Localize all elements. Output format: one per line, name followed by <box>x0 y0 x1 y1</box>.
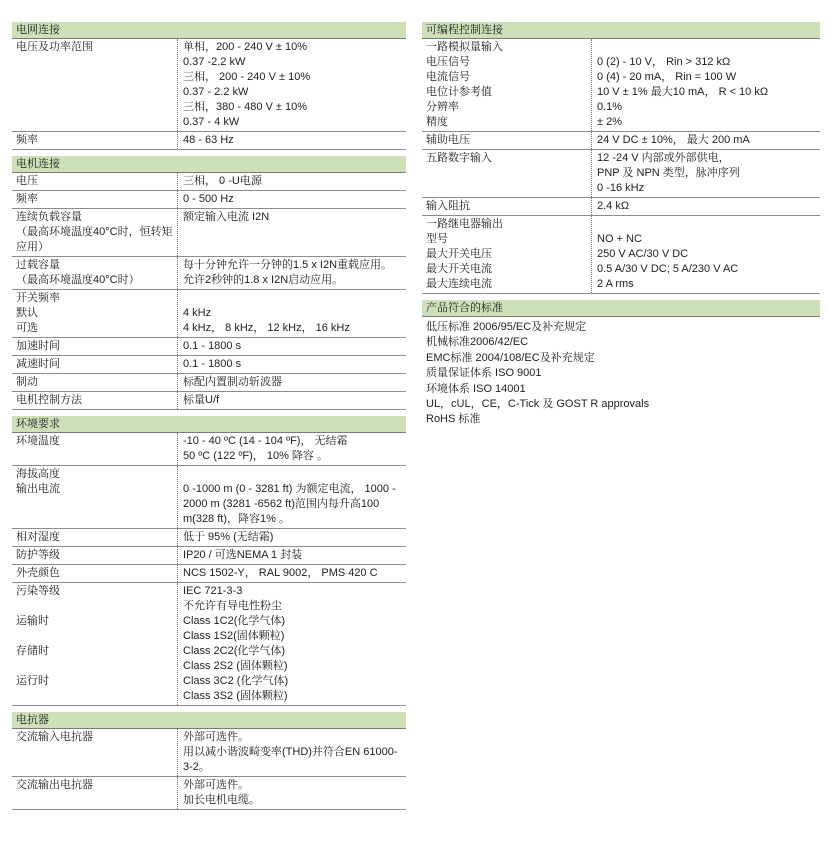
spec-label-line: 输入阻抗 <box>426 200 470 212</box>
spec-label-line: 电机控制方法 <box>16 394 82 406</box>
spec-label-line: 制动 <box>16 376 38 388</box>
spec-label-line: 存储时 <box>16 645 49 657</box>
spec-value-line: 三相， 0 -U电源 <box>183 175 262 187</box>
spec-label-line: 输出电流 <box>16 483 60 495</box>
spec-value-line: 三相，380 - 480 V ± 10% <box>183 101 308 113</box>
spec-value <box>178 729 406 776</box>
spec-value-line: 用以减小谐波畸变率(THD)并符合EN 61000-3-2。 <box>183 746 398 773</box>
spec-value-line: 0.1% <box>597 101 623 113</box>
spec-label <box>12 173 178 190</box>
spec-value-line: 4 kHz <box>183 307 212 319</box>
spec-value-line: 三相， 200 - 240 V ± 10% <box>183 71 311 83</box>
spec-value-line: 每十分钟允许一分钟的1.5 x I2N重载应用。 <box>183 259 393 271</box>
spec-label-line: 运输时 <box>16 615 49 627</box>
spec-label <box>12 338 178 355</box>
spec-value-line: IEC 721-3-3 <box>183 585 243 597</box>
spec-value-line <box>183 291 402 306</box>
compliance-section <box>422 300 820 431</box>
section-header: 电抗器 <box>12 712 406 729</box>
spec-label-line: 交流输出电抗器 <box>16 779 93 791</box>
spec-label-line: 分辨率 <box>426 101 459 113</box>
spec-value-line: 250 V AC/30 V DC <box>597 248 689 260</box>
spec-label <box>12 374 178 391</box>
motor-section <box>12 156 406 416</box>
spec-value-line: Class 2S2 (固体颗粒) <box>183 660 288 672</box>
spec-label-line: 五路数字输入 <box>426 152 492 164</box>
spec-value <box>178 132 406 149</box>
section-header: 电机连接 <box>12 156 406 173</box>
spec-value <box>178 529 406 546</box>
spec-value <box>178 583 406 705</box>
spec-label <box>422 39 592 131</box>
spec-value-line: 10 V ± 1% 最大10 mA， R < 10 kΩ <box>597 86 769 98</box>
spec-row <box>12 777 406 810</box>
spec-row <box>12 392 406 410</box>
spec-value <box>178 209 406 256</box>
spec-label-line: 电压 <box>16 175 38 187</box>
spec-value-line: -10 - 40 ºC (14 - 104 ºF)， 无结霜 <box>183 435 348 447</box>
spec-value <box>178 338 406 355</box>
spec-value-line: 0.5 A/30 V DC; 5 A/230 V AC <box>597 263 739 275</box>
spec-label <box>12 209 178 256</box>
spec-value-line: 标配内置制动斩波器 <box>183 376 282 388</box>
spec-label <box>12 777 178 809</box>
spec-value-line: Class 3S2 (固体颗粒) <box>183 690 288 702</box>
spec-value-line: 不允许有导电性粉尘 <box>183 600 282 612</box>
spec-value-line: 0.37 -2.2 kW <box>183 56 246 68</box>
spec-label-line: 最大连续电流 <box>426 278 492 290</box>
compliance-header: 产品符合的标准 <box>422 300 820 317</box>
spec-label <box>422 132 592 149</box>
spec-value <box>178 374 406 391</box>
spec-value <box>592 150 820 197</box>
spec-value <box>178 356 406 373</box>
spec-row <box>12 529 406 547</box>
reactor-section <box>12 712 406 816</box>
spec-value <box>178 565 406 582</box>
spec-row <box>12 191 406 209</box>
spec-label-line: 最大开关电压 <box>426 248 492 260</box>
spec-value-line: 0 -16 kHz <box>597 182 645 194</box>
spec-value-line: 0.37 - 4 kW <box>183 116 240 128</box>
spec-label-line <box>16 629 174 644</box>
spec-label-line: 一路继电器输出 <box>426 218 503 230</box>
spec-value-line <box>597 217 816 232</box>
spec-value-line: 4 kHz， 8 kHz， 12 kHz， 16 kHz <box>183 322 350 334</box>
spec-label <box>12 729 178 776</box>
spec-label-line: 环境温度 <box>16 435 60 447</box>
spec-value <box>178 257 406 289</box>
spec-value <box>178 191 406 208</box>
compliance-item: 低压标准 2006/95/EC及补充规定 <box>426 321 587 333</box>
spec-value <box>178 466 406 528</box>
spec-row <box>12 290 406 338</box>
spec-label-line: 电压及功率范围 <box>16 41 93 53</box>
spec-label-line: 频率 <box>16 193 38 205</box>
spec-value <box>592 198 820 215</box>
spec-value-line: 48 - 63 Hz <box>183 134 234 146</box>
spec-value <box>178 290 406 337</box>
spec-label <box>12 547 178 564</box>
spec-value-line: 额定输入电流 I2N <box>183 211 270 223</box>
spec-value-line <box>183 467 402 482</box>
spec-value <box>592 216 820 293</box>
spec-value-line: 24 V DC ± 10%， 最大 200 mA <box>597 134 750 146</box>
spec-value <box>178 777 406 809</box>
spec-label-line: 电压信号 <box>426 56 470 68</box>
spec-row <box>12 39 406 132</box>
control-section <box>422 22 820 300</box>
spec-value-line: 0.1 - 1800 s <box>183 358 242 370</box>
spec-value-line: NO + NC <box>597 233 642 245</box>
spec-value <box>592 132 820 149</box>
spec-value-line: 0.37 - 2.2 kW <box>183 86 249 98</box>
spec-label-line: 外壳颜色 <box>16 567 60 579</box>
spec-label-line <box>16 659 174 674</box>
spec-value <box>178 433 406 465</box>
spec-row <box>422 198 820 216</box>
spec-label-line: 连续负载容量 <box>16 211 82 223</box>
spec-label-line: （最高环境温度40°C时，恒转矩应用） <box>16 226 173 253</box>
spec-label <box>12 132 178 149</box>
spec-row <box>12 338 406 356</box>
compliance-item: 机械标准2006/42/EC <box>426 336 529 349</box>
spec-row <box>12 173 406 191</box>
spec-row <box>12 433 406 466</box>
spec-value-line: 0 -1000 m (0 - 3281 ft) 为额定电流， 1000 - 2000 m (3281 -6562 ft)范围内每升高100 m(328 ft)，降容1% 。 <box>183 483 396 525</box>
spec-label <box>422 216 592 293</box>
spec-row <box>12 209 406 257</box>
spec-label-line: 电位计参考值 <box>426 86 492 98</box>
spec-row <box>422 39 820 132</box>
spec-value <box>592 39 820 131</box>
spec-row <box>12 374 406 392</box>
spec-row <box>422 216 820 294</box>
spec-label-line: 运行时 <box>16 675 49 687</box>
grid-section <box>12 22 406 156</box>
spec-label <box>12 583 178 705</box>
spec-label <box>12 433 178 465</box>
spec-value-line: Class 1C2(化学气体) <box>183 615 286 627</box>
spec-label <box>12 392 178 409</box>
spec-value <box>178 547 406 564</box>
spec-value-line: PNP 及 NPN 类型，脉冲序列 <box>597 167 740 179</box>
spec-label-line: 辅助电压 <box>426 134 470 146</box>
spec-row <box>12 583 406 706</box>
spec-row <box>12 132 406 150</box>
spec-label-line: 开关频率 <box>16 292 60 304</box>
spec-label-line: 过载容量 <box>16 259 60 271</box>
compliance-item: RoHS 标准 <box>426 413 481 426</box>
spec-row <box>12 466 406 529</box>
left-column <box>12 22 406 816</box>
spec-label-line <box>16 599 174 614</box>
spec-value-line: 加长电机电缆。 <box>183 794 260 806</box>
spec-value-line: ± 2% <box>597 116 622 128</box>
spec-value-line: 0 (2) - 10 V， Rin > 312 kΩ <box>597 56 731 68</box>
spec-value-line: 低于 95% (无结霜) <box>183 531 274 543</box>
environment-section <box>12 416 406 712</box>
spec-value-line: 单相，200 - 240 V ± 10% <box>183 41 308 53</box>
spec-value <box>178 173 406 190</box>
spec-label-line: 频率 <box>16 134 38 146</box>
spec-row <box>12 356 406 374</box>
spec-value-line: Class 2C2(化学气体) <box>183 645 286 657</box>
spec-label-line: 默认 <box>16 307 38 319</box>
spec-label <box>12 529 178 546</box>
right-column <box>422 22 820 431</box>
compliance-item: EMC标准 2004/108/EC及补充规定 <box>426 351 595 364</box>
section-header: 环境要求 <box>12 416 406 433</box>
spec-value-line: 2 A rms <box>597 278 634 290</box>
spec-label-line: 加速时间 <box>16 340 60 352</box>
spec-value-line: 标量U/f <box>183 394 220 406</box>
spec-row <box>422 150 820 198</box>
spec-value <box>178 392 406 409</box>
spec-value-line: 0 - 500 Hz <box>183 193 234 205</box>
spec-value-line: Class 3C2 (化学气体) <box>183 675 289 687</box>
spec-value <box>178 39 406 131</box>
spec-row <box>12 257 406 290</box>
spec-label-line: 可选 <box>16 322 38 334</box>
spec-label <box>422 150 592 197</box>
spec-label <box>12 565 178 582</box>
spec-label <box>12 191 178 208</box>
spec-label-line: 电流信号 <box>426 71 470 83</box>
spec-row <box>12 565 406 583</box>
spec-label-line: （最高环境温度40°C时） <box>16 274 140 286</box>
spec-label <box>12 466 178 528</box>
spec-value-line: NCS 1502-Y， RAL 9002， PMS 420 C <box>183 567 378 579</box>
spec-label <box>12 257 178 289</box>
spec-label-line: 型号 <box>426 233 448 245</box>
spec-value-line: 2.4 kΩ <box>597 200 630 212</box>
spec-value-line: 外部可选件。 <box>183 779 249 791</box>
spec-value-line: 0 (4) - 20 mA， Rin = 100 W <box>597 71 737 83</box>
spec-label <box>422 198 592 215</box>
section-header: 可编程控制连接 <box>422 22 820 39</box>
spec-label-line: 污染等级 <box>16 585 60 597</box>
spec-label <box>12 290 178 337</box>
spec-label <box>12 39 178 131</box>
spec-label-line: 精度 <box>426 116 448 128</box>
spec-value-line: 12 -24 V 内部或外部供电， <box>597 152 730 164</box>
spec-label-line: 最大开关电流 <box>426 263 492 275</box>
compliance-item: UL，cUL，CE，C-Tick 及 GOST R approvals <box>426 398 650 411</box>
spec-label-line: 相对湿度 <box>16 531 60 543</box>
spec-value-line: 允许2秒钟的1.8 x I2N启动应用。 <box>183 274 344 286</box>
compliance-item: 环境体系 ISO 14001 <box>426 382 526 395</box>
spec-row <box>422 132 820 150</box>
spec-value-line: 0.1 - 1800 s <box>183 340 242 352</box>
spec-label-line: 一路模拟量输入 <box>426 41 503 53</box>
spec-label <box>12 356 178 373</box>
section-header: 电网连接 <box>12 22 406 39</box>
spec-label-line: 交流输入电抗器 <box>16 731 93 743</box>
spec-value-line: 外部可选件。 <box>183 731 249 743</box>
spec-value-line <box>597 40 816 55</box>
spec-row <box>12 729 406 777</box>
spec-label-line: 海拔高度 <box>16 468 60 480</box>
spec-label-line: 减速时间 <box>16 358 60 370</box>
compliance-item: 质量保证体系 ISO 9001 <box>426 367 542 380</box>
spec-value-line: Class 1S2(固体颗粒) <box>183 630 285 642</box>
spec-label-line: 防护等级 <box>16 549 60 561</box>
spec-row <box>12 547 406 565</box>
spec-value-line: 50 ºC (122 ºF)， 10% 降容 。 <box>183 450 328 462</box>
spec-value-line: IP20 / 可选NEMA 1 封装 <box>183 549 303 561</box>
compliance-list <box>422 317 820 431</box>
